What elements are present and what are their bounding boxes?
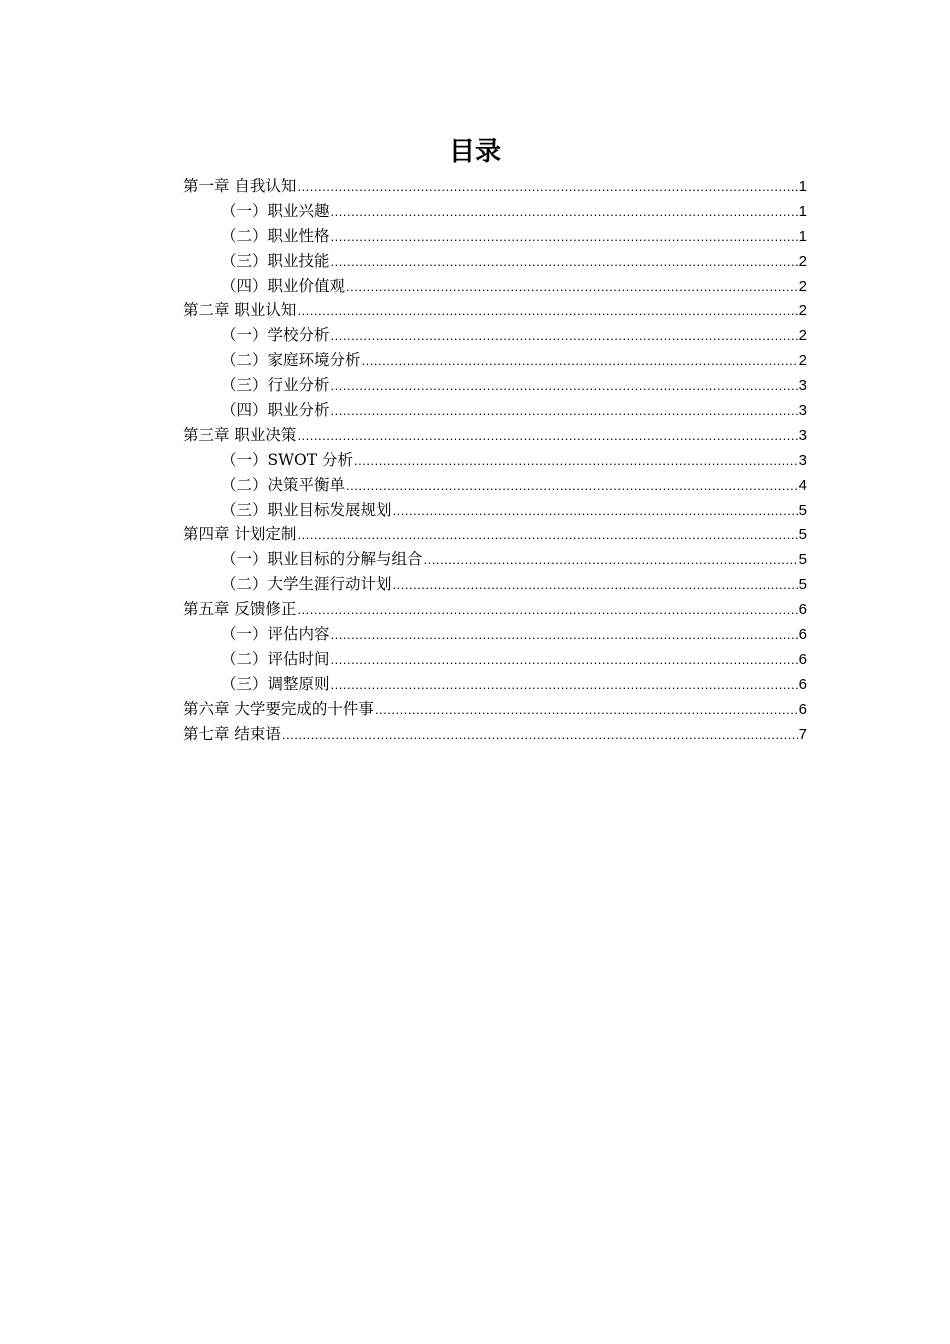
toc-title: 目录 [448,137,501,167]
toc-page-number: 6 [798,626,807,644]
toc-dot-leader [331,648,798,673]
table-of-contents [183,174,807,746]
toc-entry-title: （三）调整原则 [221,674,330,693]
toc-page-number: 5 [798,526,807,544]
toc-section-entry[interactable] [183,398,807,423]
toc-section-entry[interactable] [183,348,807,373]
toc-entry-title: （二）大学生涯行动计划 [221,575,392,594]
toc-page-number: 4 [798,476,807,494]
toc-entry-title: （一）学校分析 [221,326,330,345]
toc-chapter-entry[interactable] [183,697,807,722]
toc-dot-leader [331,225,798,250]
toc-dot-leader [331,623,798,648]
toc-chapter-entry[interactable] [183,522,807,547]
toc-page-number: 5 [798,501,807,519]
toc-dot-leader [297,523,797,548]
toc-entry-title: 第二章 职业认知 [183,301,297,320]
toc-dot-leader [297,175,797,200]
toc-dot-leader [346,275,798,300]
toc-entry-title: （一）评估内容 [221,625,330,644]
toc-entry-title: 第三章 职业决策 [183,425,297,444]
toc-entry-title: 第一章 自我认知 [183,177,297,195]
toc-chapter-entry[interactable] [183,298,807,323]
toc-entry-title: （二）评估时间 [221,649,330,668]
toc-dot-leader [297,598,797,623]
toc-entry-title: （二）决策平衡单 [221,475,346,494]
toc-page-number: 1 [798,227,807,245]
toc-entry-title: （一）SWOT 分析 [221,450,354,469]
toc-section-entry[interactable] [183,373,807,398]
toc-section-entry[interactable] [183,249,807,274]
toc-section-entry[interactable] [183,199,807,224]
toc-dot-leader [331,200,798,225]
toc-page-number: 2 [798,302,807,320]
toc-page-number: 5 [798,551,807,569]
toc-dot-leader [282,723,798,748]
toc-chapter-entry[interactable] [183,423,807,448]
toc-dot-leader [297,299,797,324]
toc-section-entry[interactable] [183,547,807,572]
toc-entry-title: （三）职业目标发展规划 [221,500,392,519]
toc-entry-title: （四）职业分析 [221,401,330,420]
toc-page-number: 3 [798,377,807,395]
toc-dot-leader [362,349,798,374]
toc-dot-leader [393,499,798,524]
toc-page-number: 6 [798,700,807,718]
toc-page-number: 5 [798,576,807,594]
toc-dot-leader [331,399,798,424]
toc-chapter-entry[interactable] [183,597,807,622]
toc-dot-leader [346,474,798,499]
toc-page-number: 2 [798,352,807,370]
toc-page-number: 1 [798,202,807,220]
toc-section-entry[interactable] [183,498,807,523]
toc-page-number: 1 [798,178,807,195]
toc-entry-title: （二）职业性格 [221,226,330,245]
toc-page-number: 6 [798,675,807,693]
toc-entry-title: 第六章 大学要完成的十件事 [183,699,374,718]
toc-entry-title: 第七章 结束语 [183,724,281,743]
toc-dot-leader [297,424,797,449]
toc-page-number: 3 [798,426,807,444]
toc-entry-title: 第四章 计划定制 [183,525,297,544]
toc-page-number: 6 [798,650,807,668]
toc-section-entry[interactable] [183,323,807,348]
toc-section-entry[interactable] [183,224,807,249]
toc-page-number: 3 [798,402,807,420]
toc-entry-title: （二）家庭环境分析 [221,351,361,370]
toc-entry-title: （三）职业技能 [221,251,330,270]
toc-entry-title: （一）职业目标的分解与组合 [221,550,423,569]
toc-dot-leader [393,573,798,598]
toc-section-entry[interactable] [183,622,807,647]
toc-chapter-entry[interactable] [183,722,807,747]
toc-section-entry[interactable] [183,647,807,672]
toc-dot-leader [331,250,798,275]
toc-entry-title: 第五章 反馈修正 [183,600,297,619]
toc-section-entry[interactable] [183,572,807,597]
toc-section-entry[interactable] [183,274,807,299]
toc-dot-leader [331,324,798,349]
toc-dot-leader [331,673,798,698]
toc-dot-leader [354,449,798,474]
toc-dot-leader [424,548,798,573]
toc-chapter-entry[interactable] [183,174,807,199]
toc-page-number: 2 [798,277,807,295]
toc-section-entry[interactable] [183,448,807,473]
toc-dot-leader [375,698,798,723]
toc-entry-title: （四）职业价值观 [221,276,346,295]
toc-page-number: 2 [798,327,807,345]
toc-entry-title: （三）行业分析 [221,376,330,395]
toc-page-number: 2 [798,252,807,270]
toc-section-entry[interactable] [183,672,807,697]
toc-page-number: 7 [798,725,807,743]
toc-page-number: 3 [798,451,807,469]
toc-dot-leader [331,374,798,399]
toc-entry-title: （一）职业兴趣 [221,201,330,220]
toc-section-entry[interactable] [183,473,807,498]
toc-page-number: 6 [798,601,807,619]
